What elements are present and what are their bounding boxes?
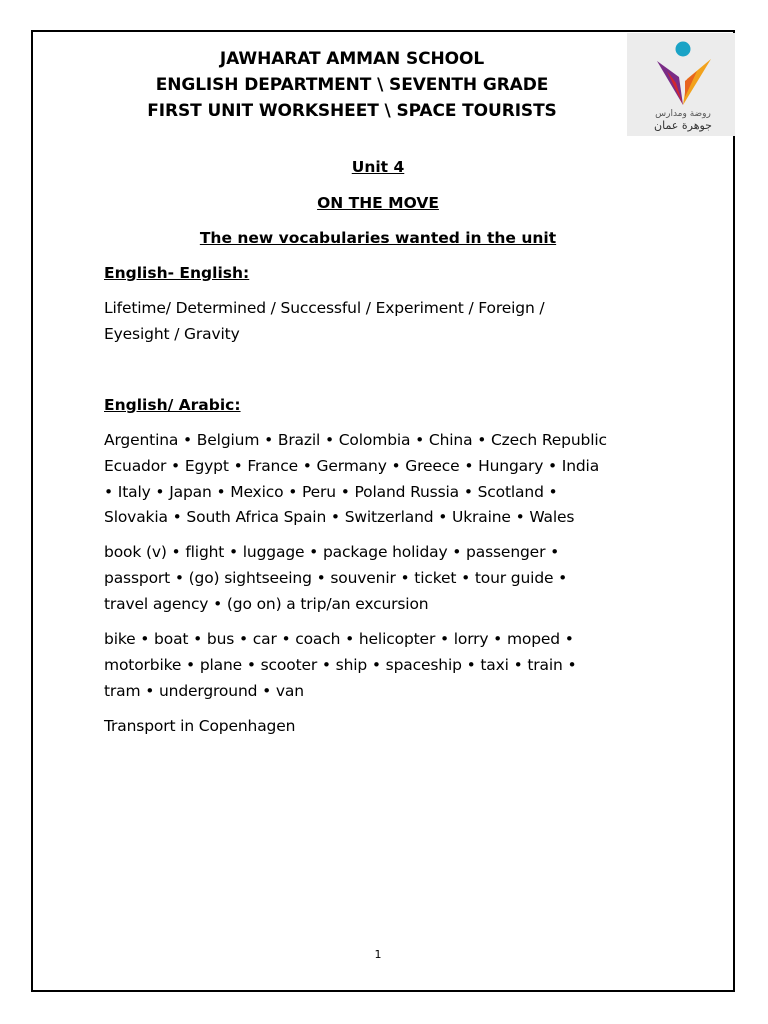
- logo-text-bottom: جوهرة عمان: [654, 119, 712, 132]
- paragraph-line: bike • boat • bus • car • coach • helicopter • lorry • moped •: [104, 630, 574, 648]
- worksheet-title: FIRST UNIT WORKSHEET \ SPACE TOURISTS: [147, 101, 557, 121]
- paragraph-line: motorbike • plane • scooter • ship • spaceship • taxi • train •: [104, 655, 577, 674]
- countries-list: [104, 428, 664, 531]
- paragraph-line: book (v) • flight • luggage • package holiday • passenger •: [104, 543, 560, 561]
- document-header: [0, 46, 704, 124]
- english-english-words: [104, 296, 664, 348]
- paragraph-line: tram • underground • van: [104, 681, 304, 700]
- paragraph-line: Lifetime/ Determined / Successful / Experiment / Foreign /: [104, 299, 545, 317]
- unit-number: Unit 4: [351, 158, 405, 176]
- vocab-heading: The new vocabularies wanted in the unit: [199, 229, 557, 247]
- travel-list: [104, 540, 664, 617]
- paragraph-line: passport • (go) sightseeing • souvenir • ticket • tour guide •: [104, 568, 568, 587]
- paragraph-line: Slovakia • South Africa Spain • Switzerland • Ukraine • Wales: [104, 508, 575, 527]
- paragraph-line: Ecuador • Egypt • France • Germany • Greece • Hungary • India: [104, 456, 600, 475]
- transport-list: [104, 627, 664, 704]
- paragraph-line: travel agency • (go on) a trip/an excursion: [104, 594, 429, 613]
- english-english-label: English- English:: [104, 264, 250, 282]
- department-line: ENGLISH DEPARTMENT \ SEVENTH GRADE: [155, 75, 549, 95]
- paragraph-line: Eyesight / Gravity: [104, 324, 240, 343]
- paragraph-line: Argentina • Belgium • Brazil • Colombia • China • Czech Republic: [104, 431, 607, 449]
- logo-text-top: روضة ومدارس: [655, 109, 711, 119]
- english-arabic-label: English/ Arabic:: [104, 396, 241, 414]
- unit-title: ON THE MOVE: [317, 194, 439, 212]
- paragraph-line: • Italy • Japan • Mexico • Peru • Poland Russia • Scotland •: [104, 482, 558, 501]
- school-name: JAWHARAT AMMAN SCHOOL: [219, 49, 485, 69]
- school-logo: [627, 33, 735, 136]
- page-number: 1: [374, 948, 382, 961]
- paragraph-line: Transport in Copenhagen: [104, 717, 296, 735]
- transport-copenhagen: [104, 714, 664, 740]
